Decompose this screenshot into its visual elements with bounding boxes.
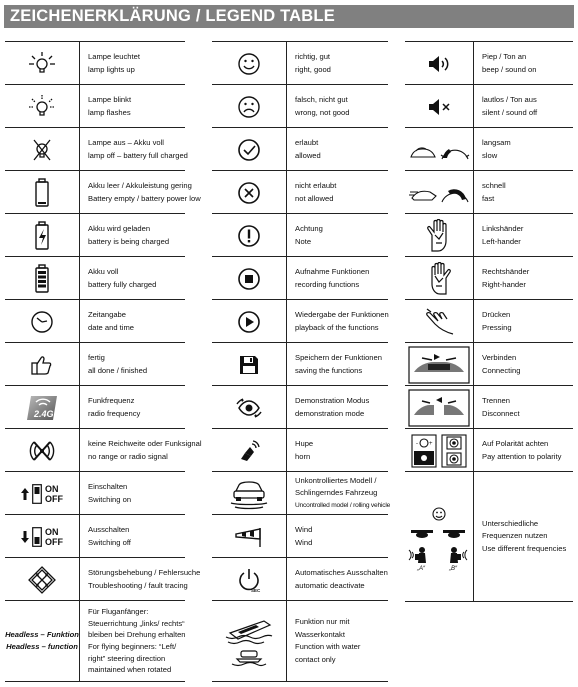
legend-text-de: Akku wird geladen xyxy=(88,224,151,233)
legend-text-de: Wiedergabe der Funktionen xyxy=(295,310,389,319)
legend-text-de: Speichern der Funktionen xyxy=(295,353,382,362)
radio-badge: 2.4G xyxy=(34,408,54,419)
legend-text-en: Left-hander xyxy=(482,236,521,246)
legend-text-en: playback of the functions xyxy=(295,322,379,332)
headless-label-de: Headless – Funktion xyxy=(5,629,79,639)
press-icon xyxy=(405,300,473,343)
clock-icon xyxy=(5,300,79,343)
legend-text-de: Linkshänder xyxy=(482,224,524,233)
legend-text-de: Achtung xyxy=(295,224,323,233)
legend-text-de: Akku leer / Akkuleistung gering xyxy=(88,181,192,190)
legend-text-line: maintained when rotated xyxy=(88,665,172,675)
off-label: OFF xyxy=(45,493,63,504)
legend-text-en: Pressing xyxy=(482,322,512,332)
legend-row xyxy=(405,41,573,85)
legend-text-en: demonstration mode xyxy=(295,408,365,418)
legend-text-de: Akku voll xyxy=(88,267,119,276)
legend-text-en: Switching on xyxy=(88,494,132,504)
switch-on-icon xyxy=(5,472,79,515)
legend-text-de: Verbinden xyxy=(482,353,517,362)
windsock-icon xyxy=(212,515,286,558)
legend-text-line: Für Fluganfänger: xyxy=(88,607,149,617)
legend-row xyxy=(5,84,185,128)
legend-text-en: Disconnect xyxy=(482,408,520,418)
legend-row xyxy=(405,84,573,128)
legend-text-en: Battery empty / battery power low xyxy=(88,193,201,203)
lamp-on-icon xyxy=(5,42,79,85)
sec-label: SEC xyxy=(251,587,261,593)
legend-text-en: date and time xyxy=(88,322,135,332)
legend-row xyxy=(212,127,388,171)
legend-text-de: nicht erlaubt xyxy=(295,181,337,190)
water-contact-icon xyxy=(212,601,286,681)
legend-text-de: Drücken xyxy=(482,310,511,319)
checkmark-icon xyxy=(212,128,286,171)
legend-text-de: Unterschiedliche xyxy=(482,518,539,528)
legend-row xyxy=(212,557,388,601)
battery-full-icon xyxy=(5,257,79,300)
legend-text-de2: Schlingerndes Fahrzeug xyxy=(295,488,378,498)
legend-text-de2: Frequenzen nutzen xyxy=(482,531,548,541)
on-label: ON xyxy=(45,526,59,537)
legend-row xyxy=(405,299,573,343)
legend-text-de: Rechtshänder xyxy=(482,267,530,276)
legend-row xyxy=(212,342,388,386)
legend-row xyxy=(5,471,185,515)
legend-row xyxy=(5,213,185,257)
legend-text-de: Lampe aus – Akku voll xyxy=(88,138,164,147)
legend-text-en: wrong, not good xyxy=(295,107,350,117)
legend-text-en: lamp lights up xyxy=(88,64,135,74)
legend-text-en: allowed xyxy=(295,150,321,160)
legend-text-line: For flying beginners: “Left/ xyxy=(88,642,177,651)
battery-charging-icon xyxy=(5,214,79,257)
legend-text-de: Auf Polarität achten xyxy=(482,439,549,448)
legend-text-de: Einschalten xyxy=(88,482,128,491)
legend-row xyxy=(5,557,201,601)
svg-text:-: - xyxy=(416,440,418,447)
legend-row xyxy=(212,428,388,472)
lamp-blink-icon xyxy=(5,85,79,128)
legend-text-en: Function with water xyxy=(295,642,361,651)
legend-text-en: right, good xyxy=(295,64,331,74)
auto-off-icon xyxy=(212,558,286,601)
legend-row xyxy=(212,170,388,214)
sound-off-icon xyxy=(405,85,473,128)
troubleshooting-icon xyxy=(5,558,79,601)
fast-icon xyxy=(405,171,473,214)
legend-text-de: erlaubt xyxy=(295,138,319,147)
legend-text-en: slow xyxy=(482,150,498,160)
headless-label-en: Headless – function xyxy=(6,642,78,651)
battery-empty-icon xyxy=(5,171,79,214)
legend-text-en: recording functions xyxy=(295,279,360,289)
legend-row xyxy=(212,514,388,558)
legend-row xyxy=(212,299,388,343)
legend-text-en: saving the functions xyxy=(295,365,363,375)
legend-text-de: schnell xyxy=(482,181,506,190)
legend-text-en: no range or radio signal xyxy=(88,451,168,461)
no-signal-icon xyxy=(5,429,79,472)
legend-text-en: Switching off xyxy=(88,537,131,547)
legend-row xyxy=(405,213,573,257)
legend-row xyxy=(405,170,573,214)
legend-text-en: battery is being charged xyxy=(88,236,170,246)
legend-text-de: Automatisches Ausschalten xyxy=(295,568,388,577)
legend-text-en: Connecting xyxy=(482,365,521,375)
legend-row xyxy=(5,256,185,300)
legend-text-de: Piep / Ton an xyxy=(482,52,527,61)
legend-text-en: Pay attention to polarity xyxy=(482,451,562,461)
cross-circle-icon xyxy=(212,171,286,214)
page-title: ZEICHENERKLÄRUNG / LEGEND TABLE xyxy=(10,7,335,25)
legend-text-en: horn xyxy=(295,451,311,461)
legend-text-en: Note xyxy=(295,236,312,246)
legend-text-en: Use different frequencies xyxy=(482,543,567,553)
legend-text-de: Wind xyxy=(295,525,313,534)
right-hand-icon xyxy=(405,257,473,300)
svg-text:+: + xyxy=(429,440,433,447)
legend-row xyxy=(405,428,573,472)
legend-row xyxy=(405,256,573,300)
legend-row xyxy=(5,41,185,85)
legend-text-de2: Wasserkontakt xyxy=(295,629,345,639)
legend-text-en: lamp flashes xyxy=(88,107,131,117)
lamp-off-icon xyxy=(5,128,79,171)
legend-text-en: all done / finished xyxy=(88,365,148,375)
legend-row xyxy=(405,127,573,171)
legend-text-de: Funktion nur mit xyxy=(295,617,350,626)
legend-text-de: Unkontrolliertes Modell / xyxy=(295,475,377,485)
legend-text-de: Aufnahme Funktionen xyxy=(295,267,370,276)
legend-text-de: Lampe leuchtet xyxy=(88,52,140,61)
label-b: „B“ xyxy=(449,565,457,572)
uncontrolled-car-icon xyxy=(212,472,286,515)
legend-row xyxy=(405,471,573,602)
legend-row xyxy=(5,127,188,171)
legend-text-de: Zeitangabe xyxy=(88,310,126,319)
left-hand-icon xyxy=(405,214,473,257)
disconnect-icon xyxy=(405,386,473,429)
play-icon xyxy=(212,300,286,343)
thumbs-up-icon xyxy=(5,343,79,386)
legend-text-en: silent / sound off xyxy=(482,107,538,117)
legend-text-line: Steuerrichtung „links/ rechts“ xyxy=(88,618,185,628)
horn-icon xyxy=(212,429,286,472)
record-icon xyxy=(212,257,286,300)
legend-text-line: bleiben bei Drehung erhalten xyxy=(88,630,186,640)
legend-text-de: keine Reichweite oder Funksignal xyxy=(88,439,202,448)
legend-row xyxy=(5,514,185,558)
legend-text-de: fertig xyxy=(88,353,105,362)
polarity-icon xyxy=(405,429,473,472)
legend-row xyxy=(5,385,185,429)
legend-row xyxy=(5,428,202,472)
legend-text-de: richtig, gut xyxy=(295,52,331,61)
legend-text-de: langsam xyxy=(482,138,511,147)
sound-on-icon xyxy=(405,42,473,85)
connect-icon xyxy=(405,343,473,386)
slow-icon xyxy=(405,128,473,171)
exclamation-icon xyxy=(212,214,286,257)
legend-row xyxy=(212,256,388,300)
legend-row xyxy=(212,41,388,85)
legend-row xyxy=(5,170,201,214)
switch-off-icon xyxy=(5,515,79,558)
legend-text-de: falsch, nicht gut xyxy=(295,95,348,104)
legend-row xyxy=(5,342,185,386)
legend-text-en: fast xyxy=(482,193,495,203)
legend-row xyxy=(405,385,573,429)
legend-text-en: beep / sound on xyxy=(482,64,537,74)
off-label: OFF xyxy=(45,536,63,547)
smiley-sad-icon xyxy=(212,85,286,128)
legend-text-de: Funkfrequenz xyxy=(88,396,135,405)
legend-text-de: Hupe xyxy=(295,439,314,448)
smiley-happy-icon xyxy=(212,42,286,85)
frequencies-icon xyxy=(405,472,473,601)
legend-text-de: lautlos / Ton aus xyxy=(482,95,537,104)
legend-text-en: not allowed xyxy=(295,193,334,203)
legend-text-de: Trennen xyxy=(482,396,511,405)
legend-text-en: Troubleshooting / fault tracing xyxy=(88,580,188,590)
legend-text-de: Ausschalten xyxy=(88,525,130,534)
legend-text-en: battery fully charged xyxy=(88,279,157,289)
legend-row xyxy=(5,600,185,682)
legend-row xyxy=(212,84,388,128)
legend-text-de: Störungsbehebung / Fehlersuche xyxy=(88,568,201,577)
legend-row xyxy=(5,299,185,343)
legend-text-en: Wind xyxy=(295,537,313,547)
legend-header xyxy=(4,5,574,28)
legend-row xyxy=(212,385,388,429)
legend-row xyxy=(212,213,388,257)
headless-label xyxy=(5,601,79,681)
legend-text-de: Demonstration Modus xyxy=(295,396,370,405)
legend-text-en: Uncontrolled model / rolling vehicle xyxy=(295,501,391,509)
legend-text-en: Right-hander xyxy=(482,279,526,289)
legend-row xyxy=(212,600,388,682)
save-icon xyxy=(212,343,286,386)
legend-text-line: right” steering direction xyxy=(88,653,166,663)
legend-text-en: automatic deactivate xyxy=(295,580,365,590)
on-label: ON xyxy=(45,483,59,494)
demo-icon xyxy=(212,386,286,429)
legend-row xyxy=(212,471,391,515)
label-a: „A“ xyxy=(417,565,425,572)
legend-text-en: lamp off – battery full charged xyxy=(88,150,188,160)
legend-text-en: radio frequency xyxy=(88,408,141,418)
legend-text-de: Lampe blinkt xyxy=(88,95,132,104)
radio-2-4g-icon xyxy=(5,386,79,429)
legend-text-en2: contact only xyxy=(295,654,336,664)
legend-row xyxy=(405,342,573,386)
